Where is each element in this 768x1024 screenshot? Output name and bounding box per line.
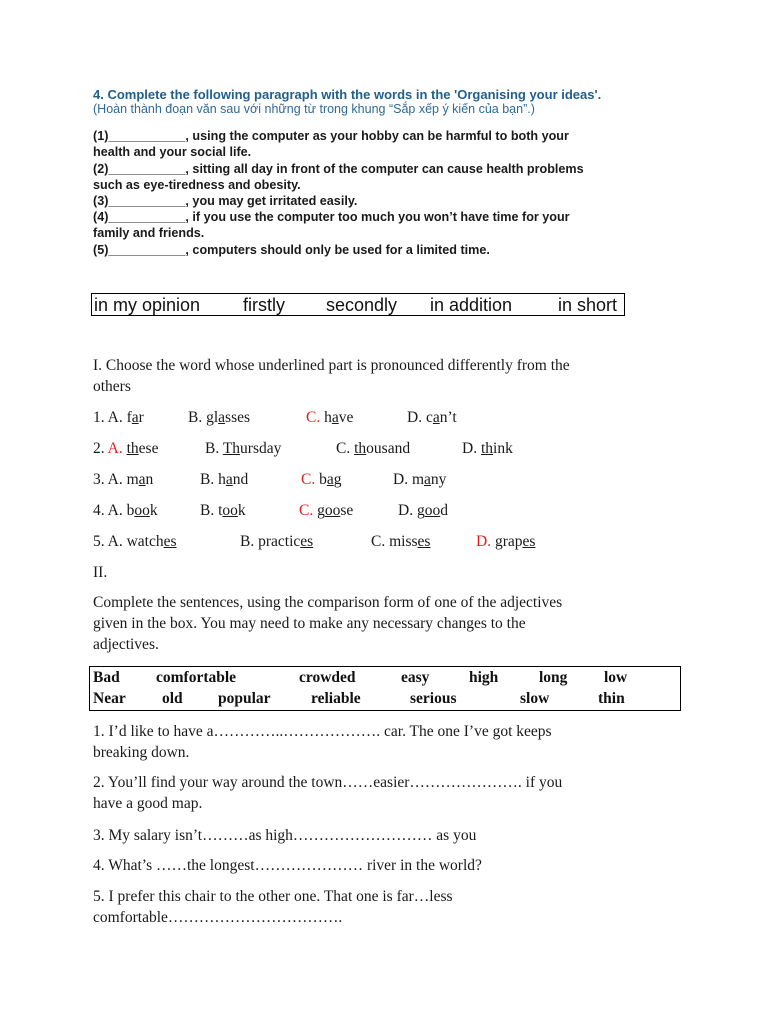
- sentence-line: 3. My salary isn’t………as high……………………… as you: [93, 827, 477, 844]
- sentence-line: have a good map.: [93, 795, 203, 812]
- answer-marker: A.: [107, 440, 123, 457]
- word-firstly: firstly: [243, 295, 285, 315]
- section-2-heading: II.: [93, 564, 108, 581]
- answer-marker: D.: [476, 533, 492, 550]
- adjective-word: Bad: [93, 669, 120, 686]
- answer-marker: C.: [306, 409, 321, 426]
- question-3-row: 3. A. man B. hand C. bag D. many: [93, 471, 447, 488]
- word-in-my-opinion: in my opinion: [94, 295, 201, 315]
- adjectives-word-box: [89, 666, 681, 711]
- paragraph-line-6: (4)___________, if you use the computer too much you won’t have time for your: [93, 210, 570, 224]
- sentence-line: breaking down.: [93, 744, 190, 761]
- sentence-line: 5. I prefer this chair to the other one. That one is far…less: [93, 888, 453, 905]
- answer-marker: C.: [299, 502, 314, 519]
- paragraph-line-2: health and your social life.: [93, 145, 252, 159]
- adjective-word: crowded: [299, 669, 356, 686]
- paragraph-line-5: (3)___________, you may get irritated easily.: [93, 194, 358, 208]
- word-in-short: in short: [558, 295, 618, 315]
- section-2-instruction-line-2: given in the box. You may need to make any necessary changes to the: [93, 615, 526, 632]
- question-5-row: 5. A. watches B. practices C. misses D. grapes: [93, 533, 536, 550]
- answer-marker: C.: [301, 471, 316, 488]
- paragraph-line-3: (2)___________, sitting all day in front of the computer can cause health problems: [93, 162, 584, 176]
- adjective-word: low: [604, 669, 628, 686]
- paragraph-line-4: such as eye-tiredness and obesity.: [93, 178, 301, 192]
- paragraph-line-7: family and friends.: [93, 226, 205, 240]
- organising-ideas-word-box: [91, 293, 625, 316]
- sentence-line: 1. I’d like to have a…………..………………. car. The one I’ve got keeps: [93, 723, 552, 740]
- question-1-row: 1. A. far B. glasses C. have D. can’t: [93, 409, 457, 426]
- section-1-title-line-2: others: [93, 378, 131, 395]
- adjective-word: old: [162, 690, 183, 707]
- exercise-4-subtitle: (Hoàn thành đoạn văn sau với những từ trong khung “Sắp xếp ý kiến của bạn”.): [93, 102, 535, 116]
- adjective-word: easy: [401, 669, 430, 686]
- adjective-word: long: [539, 669, 568, 686]
- sentence-line: comfortable…………………………….: [93, 909, 343, 926]
- section-1-title-line-1: I. Choose the word whose underlined part is pronounced differently from the: [93, 357, 570, 374]
- paragraph-line-1: (1)___________, using the computer as your hobby can be harmful to both your: [93, 129, 569, 143]
- section-2-instruction-line-1: Complete the sentences, using the comparison form of one of the adjectives: [93, 594, 563, 611]
- sentence-line: 4. What’s ……the longest………………… river in the world?: [93, 857, 482, 874]
- adjective-word: slow: [520, 690, 550, 707]
- question-2-row: 2. A. these B. Thursday C. thousand D. think: [93, 440, 513, 457]
- adjective-word: Near: [93, 690, 126, 707]
- word-secondly: secondly: [326, 295, 398, 315]
- sentence-line: 2. You’ll find your way around the town……easier…………………. if you: [93, 774, 563, 791]
- adjective-word: popular: [218, 690, 271, 707]
- word-in-addition: in addition: [430, 295, 513, 315]
- section-2-instruction-line-3: adjectives.: [93, 636, 159, 653]
- paragraph-line-8: (5)___________, computers should only be used for a limited time.: [93, 243, 490, 257]
- exercise-4-title: 4. Complete the following paragraph with the words in the 'Organising your ideas'.: [93, 87, 602, 102]
- adjective-word: thin: [598, 690, 625, 707]
- adjective-word: reliable: [311, 690, 361, 707]
- question-4-row: 4. A. book B. took C. goose D. good: [93, 502, 448, 519]
- adjective-word: high: [469, 669, 499, 686]
- adjective-word: serious: [410, 690, 457, 707]
- adjective-word: comfortable: [156, 669, 237, 686]
